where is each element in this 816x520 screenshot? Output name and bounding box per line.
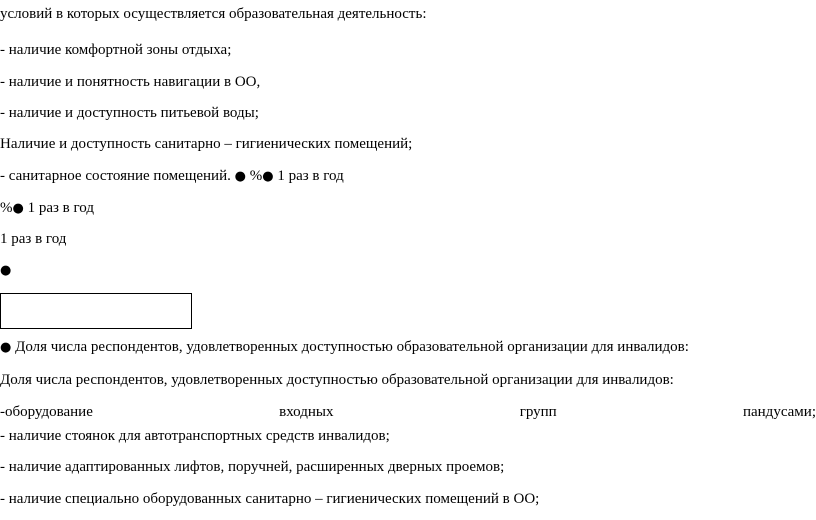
text-line-conditions: условий в которых осуществляется образовательная деятельность: [0,6,427,22]
bullet-icon: ● [0,340,12,355]
text-line-rest-zone: - наличие комфортной зоны отдыха; [0,42,232,58]
bullet-icon: ● [0,263,12,278]
text-line-parking: - наличие стоянок для автотранспортных средств инвалидов; [0,428,390,444]
frequency-text: 1 раз в год [277,168,344,184]
text-line-frequency-percent [0,199,94,218]
text-line-sanitary-equipment: - наличие специально оборудованных санитарно – гигиенических помещений в ОО; [0,491,540,507]
sanitary-state-text: - санитарное состояние помещений. [0,168,231,184]
justified-word: входных [279,404,334,420]
justified-word: групп [519,404,557,420]
frequency-text: 1 раз в год [27,200,94,216]
empty-text-box [0,293,192,329]
text-line-disability-share-bulleted [0,338,689,357]
percent-sign: % [249,168,263,184]
disability-share-text: Доля числа респондентов, удовлетворенных доступностью образовательной организации для инвалидов: [15,339,689,355]
justified-word: пандусами; [742,404,816,420]
text-line-frequency: 1 раз в год [0,231,67,247]
text-line-ramps [0,403,816,421]
bullet-icon: ● [234,169,246,184]
text-line-navigation: - наличие и понятность навигации в ОО, [0,74,261,90]
justified-word: -оборудование [0,404,93,420]
bullet-icon: ● [262,169,274,184]
text-line-sanitary-rooms: Наличие и доступность санитарно – гигиенических помещений; [0,136,413,152]
text-line-sanitary-state [0,167,344,186]
percent-sign: % [0,200,13,216]
text-line-disability-share: Доля числа респондентов, удовлетворенных доступностью образовательной организации для инвалидов: [0,372,674,388]
text-line-drinking-water: - наличие и доступность питьевой воды; [0,105,259,121]
text-line-elevators: - наличие адаптированных лифтов, поручней, расширенных дверных проемов; [0,459,505,475]
bullet-icon: ● [12,201,24,216]
